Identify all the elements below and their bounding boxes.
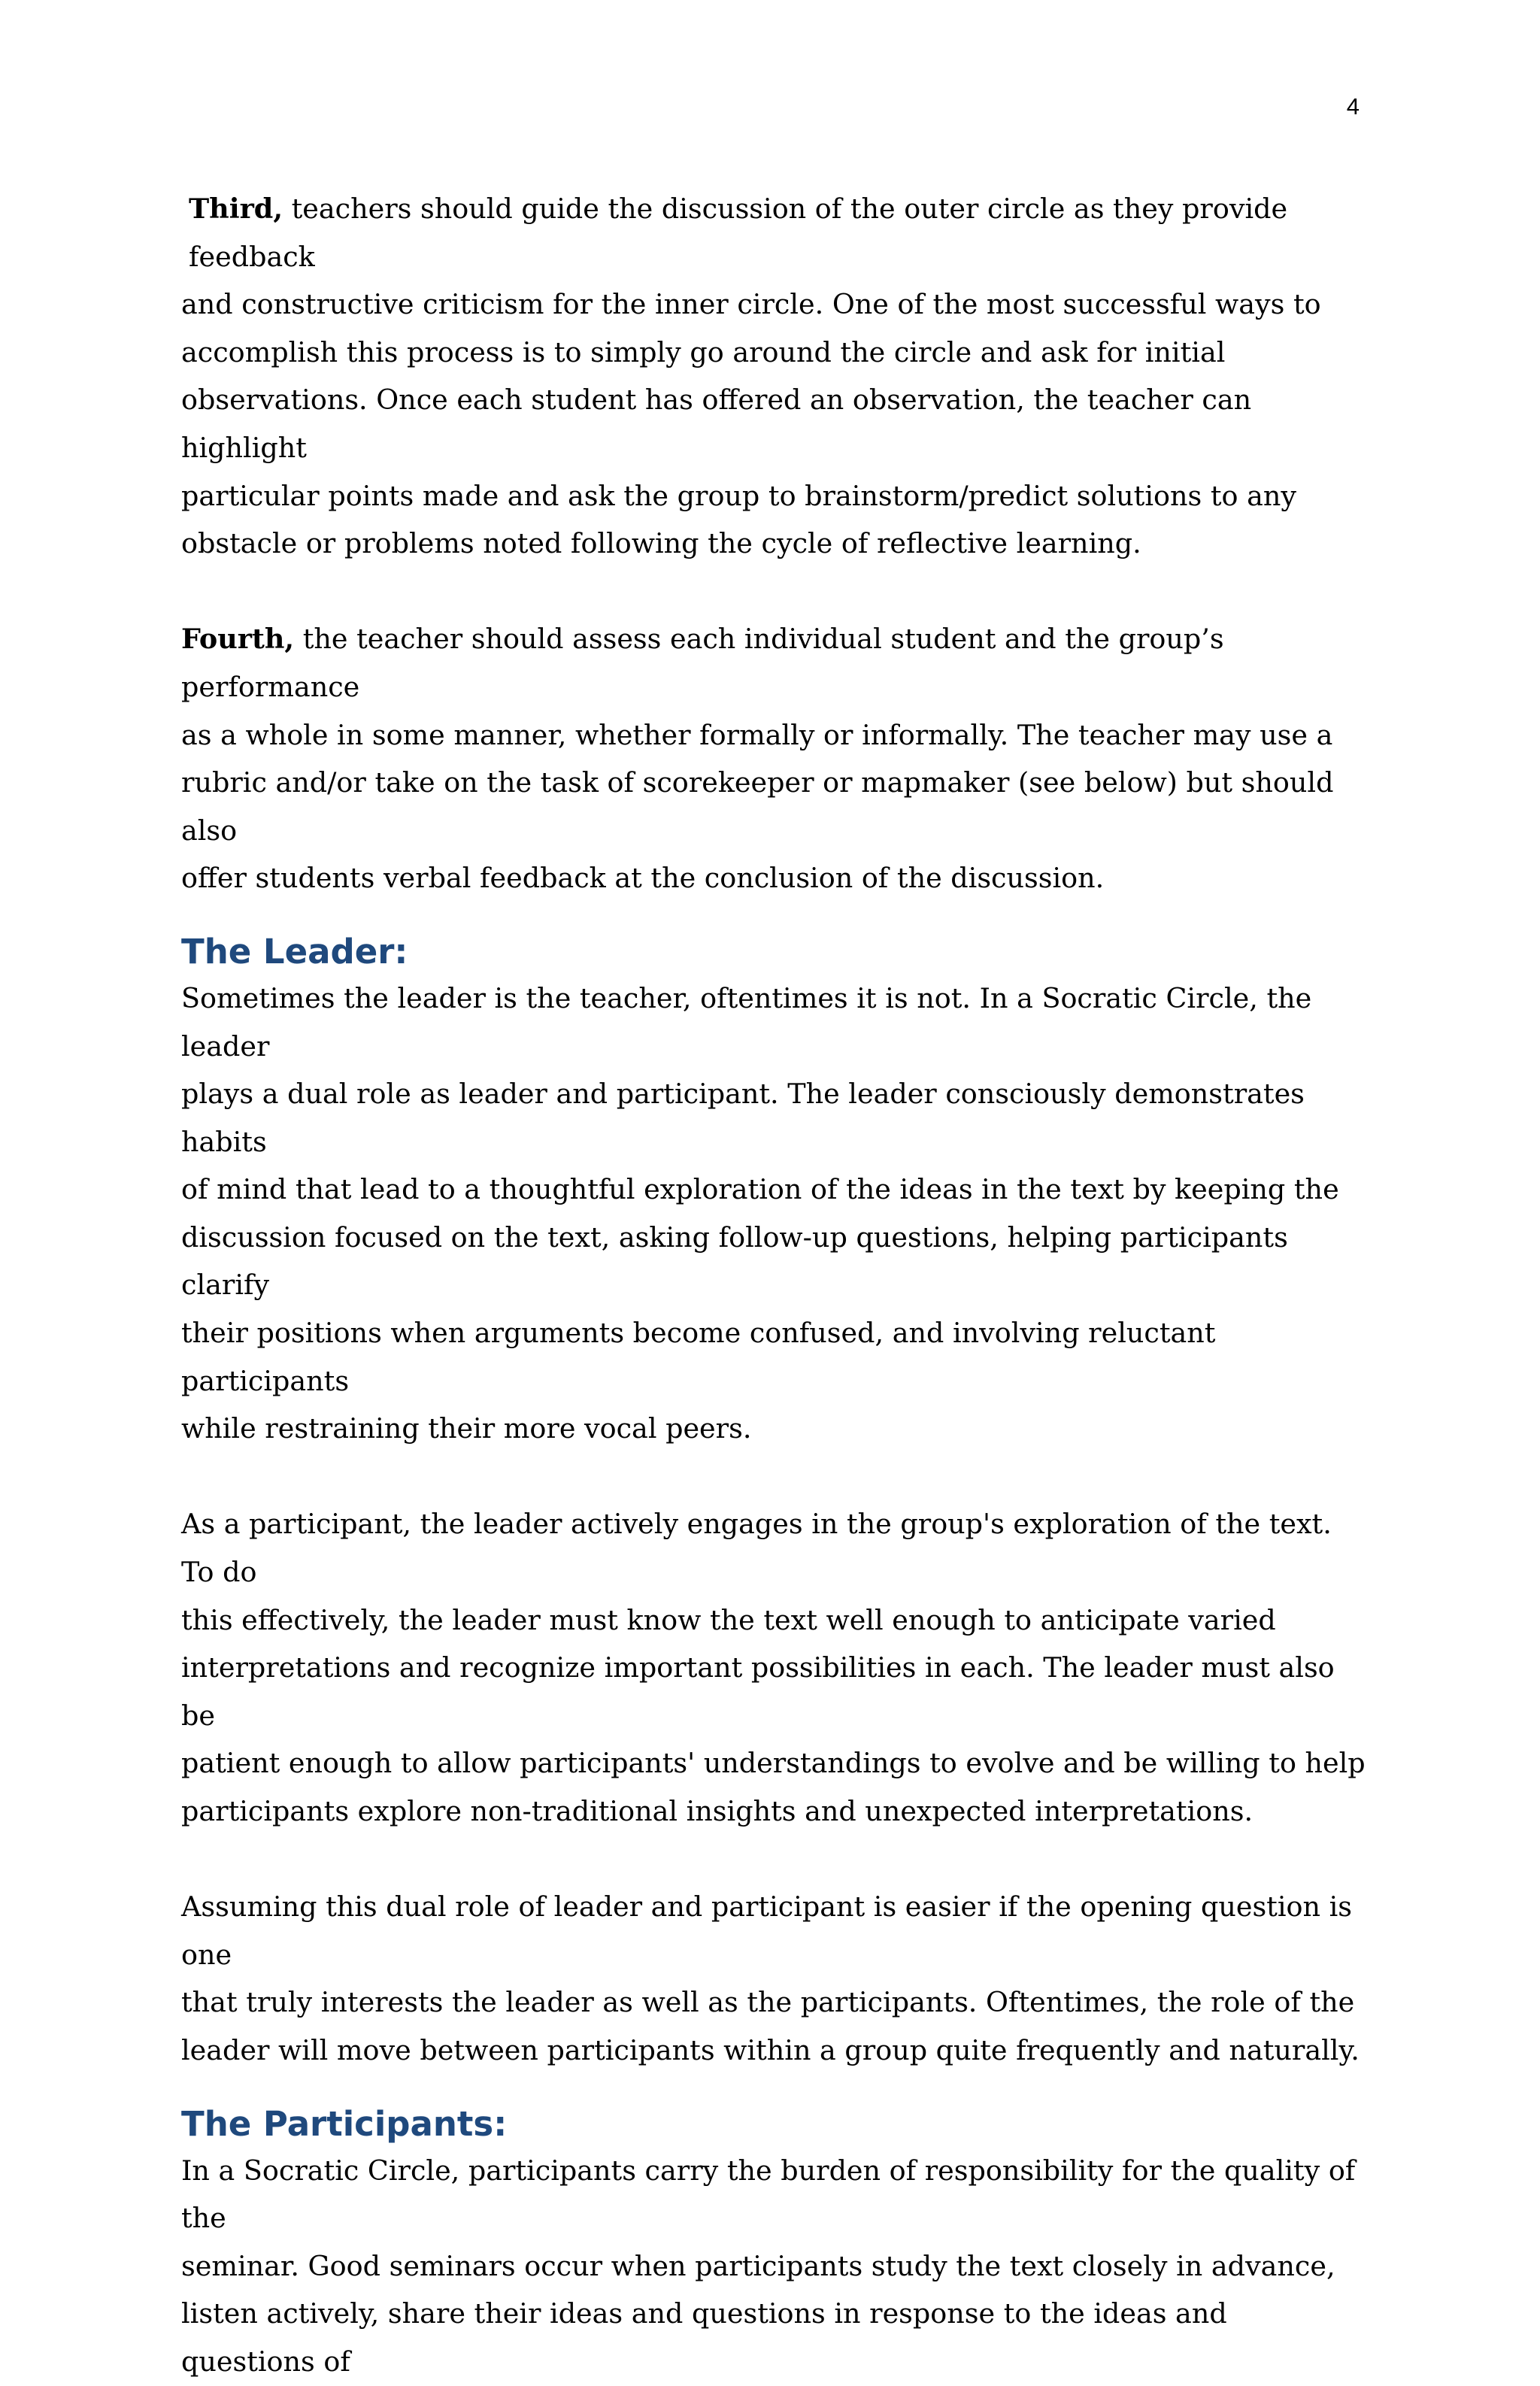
lead-word-fourth: Fourth, [181, 623, 295, 656]
paragraph-line: Third, teachers should guide the discussion of the outer circle as they provide feedback [189, 193, 1288, 273]
paragraph-participants-1 [181, 2147, 1369, 2386]
heading-the-leader: The Leader: [181, 931, 408, 972]
paragraph-line: particular points made and ask the group to brainstorm/predict solutions to any [181, 479, 1296, 512]
paragraph-line: Sometimes the leader is the teacher, oftentimes it is not. In a Socratic Circle, the leader [181, 981, 1312, 1063]
paragraph-line: this effectively, the leader must know the text well enough to anticipate varied [181, 1603, 1276, 1636]
paragraph-leader-1 [181, 975, 1369, 1453]
paragraph-line: interpretations and recognize important possibilities in each. The leader must also be [181, 1651, 1335, 1732]
paragraph-leader-3 [181, 1883, 1369, 2074]
paragraph-line: observations. Once each student has offered an observation, the teacher can highlight [181, 384, 1252, 464]
paragraph-line: of mind that lead to a thoughtful exploration of the ideas in the text by keeping the [181, 1173, 1339, 1206]
paragraph-line: obstacle or problems noted following the cycle of reflective learning. [181, 527, 1141, 560]
paragraph-line: and constructive criticism for the inner circle. One of the most successful ways to [181, 288, 1321, 321]
paragraph-line: discussion focused on the text, asking follow-up questions, helping participants clarify [181, 1220, 1288, 1302]
page-number: 4 [1346, 93, 1360, 120]
paragraph-line: Assuming this dual role of leader and participant is easier if the opening question is one [181, 1890, 1353, 1971]
paragraph-line: In a Socratic Circle, participants carry the burden of responsibility for the quality of the [181, 2154, 1356, 2235]
section-spacer [181, 902, 1369, 929]
paragraph-line: plays a dual role as leader and participant. The leader consciously demonstrates habits [181, 1078, 1305, 1158]
paragraph-line: Fourth, the teacher should assess each individual student and the group’s performance [181, 623, 1224, 703]
heading-the-participants: The Participants: [181, 2103, 508, 2144]
paragraph-line: patient enough to allow participants' understandings to evolve and be willing to help [181, 1747, 1366, 1780]
paragraph-line: As a participant, the leader actively engages in the group's exploration of the text. To do [181, 1508, 1332, 1589]
paragraph-leader-2 [181, 1500, 1369, 1835]
paragraph-spacer [181, 568, 1369, 616]
section-spacer [181, 2075, 1369, 2102]
paragraph-line: while restraining their more vocal peers. [181, 1412, 752, 1445]
paragraph-line: offer students verbal feedback at the conclusion of the discussion. [181, 862, 1105, 895]
paragraph-line: seminar. Good seminars occur when participants study the text closely in advance, [181, 2249, 1335, 2282]
paragraph-fourth [181, 615, 1369, 902]
paragraph-line: their positions when arguments become confused, and involving reluctant participants [181, 1317, 1216, 1397]
paragraph-line: as a whole in some manner, whether formally or informally. The teacher may use a [181, 718, 1333, 751]
paragraph-line: that truly interests the leader as well as the participants. Oftentimes, the role of the [181, 1986, 1355, 2019]
paragraph-line: listen actively, share their ideas and questions in response to the ideas and questions of [181, 2297, 1227, 2378]
paragraph-third [181, 185, 1369, 568]
paragraph-line: accomplish this process is to simply go around the circle and ask for initial [181, 335, 1226, 368]
page-content [181, 185, 1369, 2386]
paragraph-spacer [181, 1453, 1369, 1501]
paragraph-line: leader will move between participants within a group quite frequently and naturally. [181, 2033, 1360, 2066]
lead-word-third: Third, [189, 193, 283, 225]
paragraph-spacer [181, 1836, 1369, 1884]
paragraph-line: rubric and/or take on the task of scorekeeper or mapmaker (see below) but should also [181, 766, 1334, 847]
paragraph-line: participants explore non-traditional insights and unexpected interpretations. [181, 1795, 1254, 1827]
